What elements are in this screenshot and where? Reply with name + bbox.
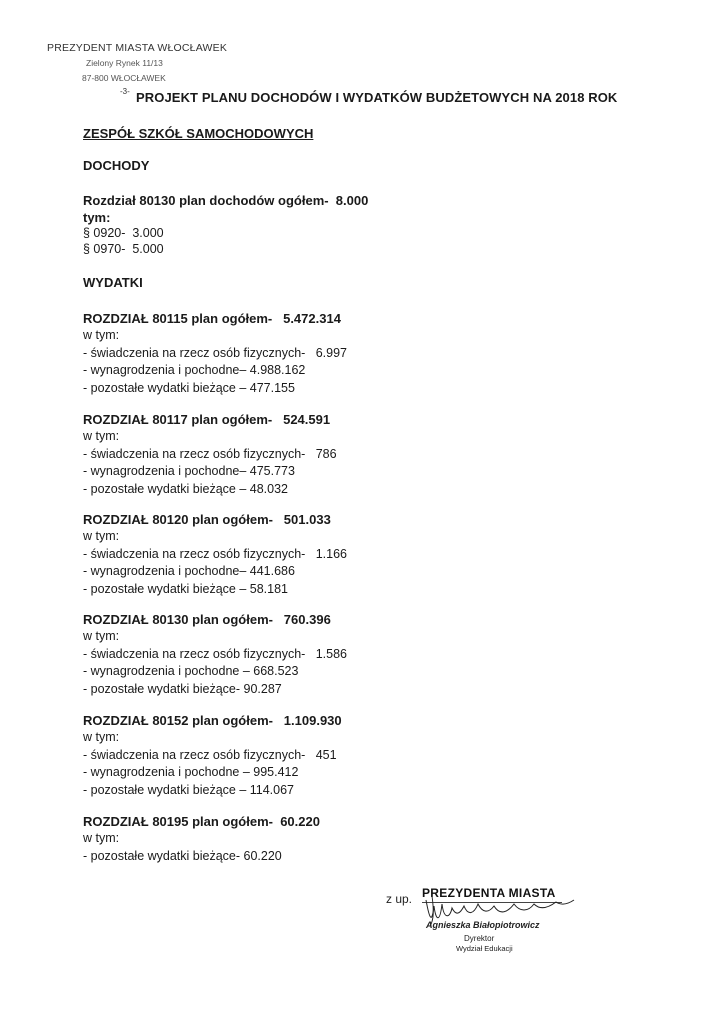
income-heading: DOCHODY [83,158,150,173]
expense-section [83,611,643,698]
section-heading: ROZDZIAŁ 80195 plan ogółem- 60.220 [83,814,320,829]
expense-line: - wynagrodzenia i pochodne – 995.412 [83,765,299,779]
issuer-address-line1: Zielony Rynek 11/13 [86,58,163,68]
expense-line: - świadczenia na rzecz osób fizycznych- 451 [83,747,337,762]
issuer-address-line2: 87-800 WŁOCŁAWEK [82,73,166,83]
signature-prefix: z up. [386,892,413,906]
expense-line: - wynagrodzenia i pochodne – 668.523 [83,664,299,678]
income-tym-label: tym: [83,210,111,225]
section-intro: w tym: [83,730,120,744]
section-intro: w tym: [83,328,120,342]
expense-line: - świadczenia na rzecz osób fizycznych- 786 [83,446,337,461]
expense-line: - świadczenia na rzecz osób fizycznych- 1.166 [83,546,348,561]
income-item: § 0970- 5.000 [83,242,164,256]
section-intro: w tym: [83,529,120,543]
expense-line: - pozostałe wydatki bieżące- 60.220 [83,848,282,863]
section-heading: ROZDZIAŁ 80115 plan ogółem- 5.472.314 [83,311,341,326]
expense-section [83,511,643,598]
section-intro: w tym: [83,831,120,845]
school-name: ZESPÓŁ SZKÓŁ SAMOCHODOWYCH [83,126,314,141]
expense-line: - świadczenia na rzecz osób fizycznych- 1.586 [83,646,348,661]
income-summary: Rozdział 80130 plan dochodów ogółem- 8.000 [83,193,369,208]
expense-line: - wynagrodzenia i pochodne– 475.773 [83,464,295,478]
expense-line: - świadczenia na rzecz osób fizycznych- 6.997 [83,345,348,360]
section-intro: w tym: [83,429,120,443]
section-intro: w tym: [83,629,120,643]
expense-line: - wynagrodzenia i pochodne– 441.686 [83,564,295,578]
signatory-department: Wydział Edukacji [456,944,513,953]
issuer-name: PREZYDENT MIASTA WŁOCŁAWEK [47,42,228,54]
stamp-title: PREZYDENTA MIASTA [422,886,556,900]
signatory-role: Dyrektor [464,934,495,943]
section-heading: ROZDZIAŁ 80117 plan ogółem- 524.591 [83,412,331,427]
section-heading: ROZDZIAŁ 80130 plan ogółem- 760.396 [83,612,331,627]
signatory-name: Agnieszka Białopiotrowicz [426,920,540,930]
expense-section [83,712,643,799]
expense-section [83,310,643,397]
section-heading: ROZDZIAŁ 80120 plan ogółem- 501.033 [83,512,331,527]
expense-line: - pozostałe wydatki bieżące- 90.287 [83,681,282,696]
document-title: PROJEKT PLANU DOCHODÓW I WYDATKÓW BUDŻETOWYCH NA 2018 ROK [136,90,618,105]
income-item: § 0920- 3.000 [83,226,164,240]
expense-line: - wynagrodzenia i pochodne– 4.988.162 [83,363,306,377]
expenses-heading: WYDATKI [83,275,143,290]
expense-line: - pozostałe wydatki bieżące – 58.181 [83,581,288,596]
expense-line: - pozostałe wydatki bieżące – 114.067 [83,782,295,797]
expense-line: - pozostałe wydatki bieżące – 477.155 [83,380,295,395]
expense-section [83,813,643,865]
signature-stamp [386,878,586,978]
expense-line: - pozostałe wydatki bieżące – 48.032 [83,481,288,496]
expense-section [83,411,643,498]
page-number: -3- [120,87,130,96]
section-heading: ROZDZIAŁ 80152 plan ogółem- 1.109.930 [83,713,342,728]
